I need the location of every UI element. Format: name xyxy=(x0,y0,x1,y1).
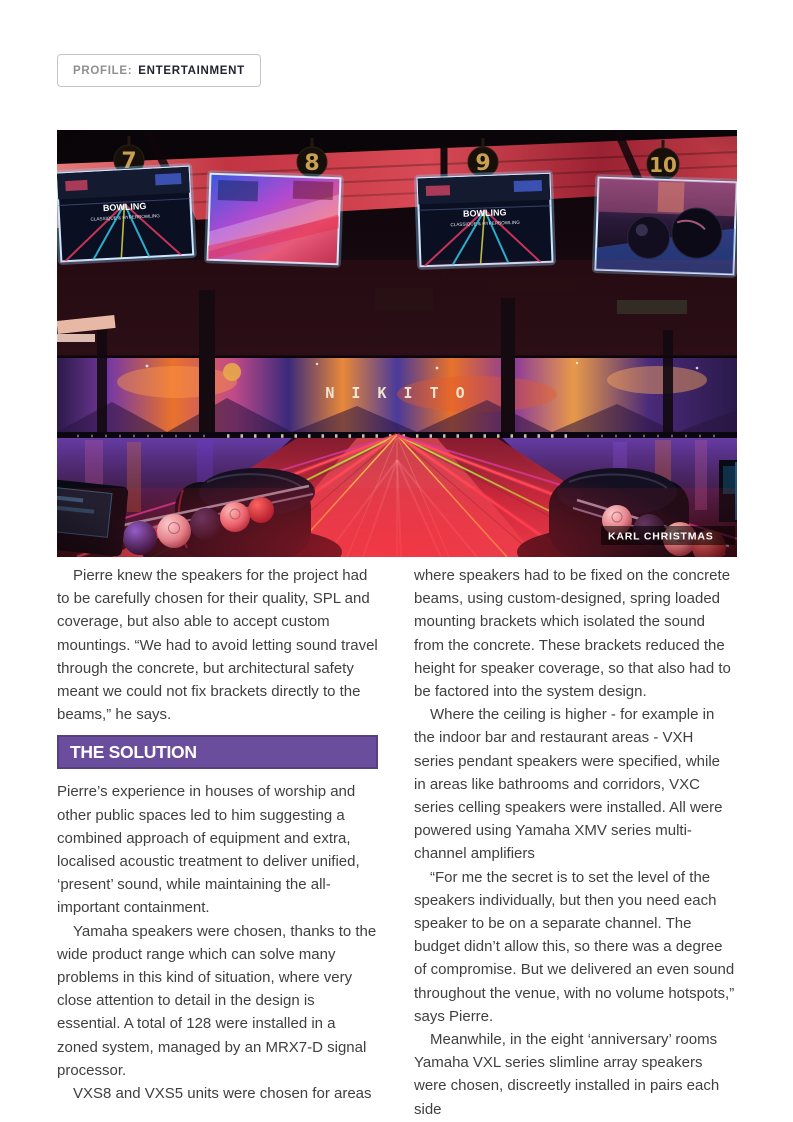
profile-badge xyxy=(57,54,261,87)
paragraph: “For me the secret is to set the level of the speakers individually, but then you need each speaker to be on a separate channel. The budget didn’t allow this, so there was a degree of compromise. But we delivered an even sound throughout the venue, with no volume hotspots,” says Pierre. xyxy=(414,868,735,1025)
paragraph: Pierre knew the speakers for the project had to be carefully chosen for their quality, SPL and coverage, but also able to accept custom mountings. “We had to avoid letting sound travel through the concrete, but architectural safety meant we could not fix brackets directly to the beams,” he says. xyxy=(57,567,378,724)
badge-prefix: PROFILE: xyxy=(73,64,133,77)
right-column xyxy=(414,564,735,1121)
section-heading-bar xyxy=(57,735,378,769)
photo-credit-text: KARL CHRISTMAS xyxy=(608,530,714,543)
badge-label: ENTERTAINMENT xyxy=(138,64,245,77)
paragraph: Where the ceiling is higher - for example in the indoor bar and restaurant areas - VXH series pendant speakers were specified, while in areas like bathrooms and corridors, VXC series celling speakers were installed. All were powered using Yamaha XMV series multi-channel amplifiers xyxy=(414,706,723,863)
section-heading-label: THE SOLUTION xyxy=(70,741,197,762)
paragraph: Yamaha speakers were chosen, thanks to the wide product range which can solve many problems in this kind of situation, where very close attention to detail in the design is essential. A total of 128 were installed in a zoned system, managed by an MRX7-D signal processor. xyxy=(57,922,377,1079)
paragraph: VXS8 and VXS5 units were chosen for areas xyxy=(73,1085,372,1103)
article-columns xyxy=(57,564,736,1121)
paragraph: where speakers had to be fixed on the concrete beams, using custom-designed, spring loaded mounting brackets which isolated the sound from the concrete. These brackets reduced the height for speaker coverage, so that also had to be factored into the system design. xyxy=(414,567,731,701)
left-column xyxy=(57,564,378,1121)
vignette xyxy=(57,130,737,557)
photo-credit xyxy=(601,526,735,545)
paragraph: Meanwhile, in the eight ‘anniversary’ rooms Yamaha VXL series slimline array speakers were chosen, discreetly installed in pairs each side xyxy=(414,1031,720,1118)
paragraph: Pierre’s experience in houses of worship and other public spaces led to him suggesting a combined approach of equipment and extra, localised acoustic treatment to deliver unified, ‘present’ sound, while maintaining the all-important containment. xyxy=(57,783,360,917)
bowling-alley-photo xyxy=(57,130,737,557)
